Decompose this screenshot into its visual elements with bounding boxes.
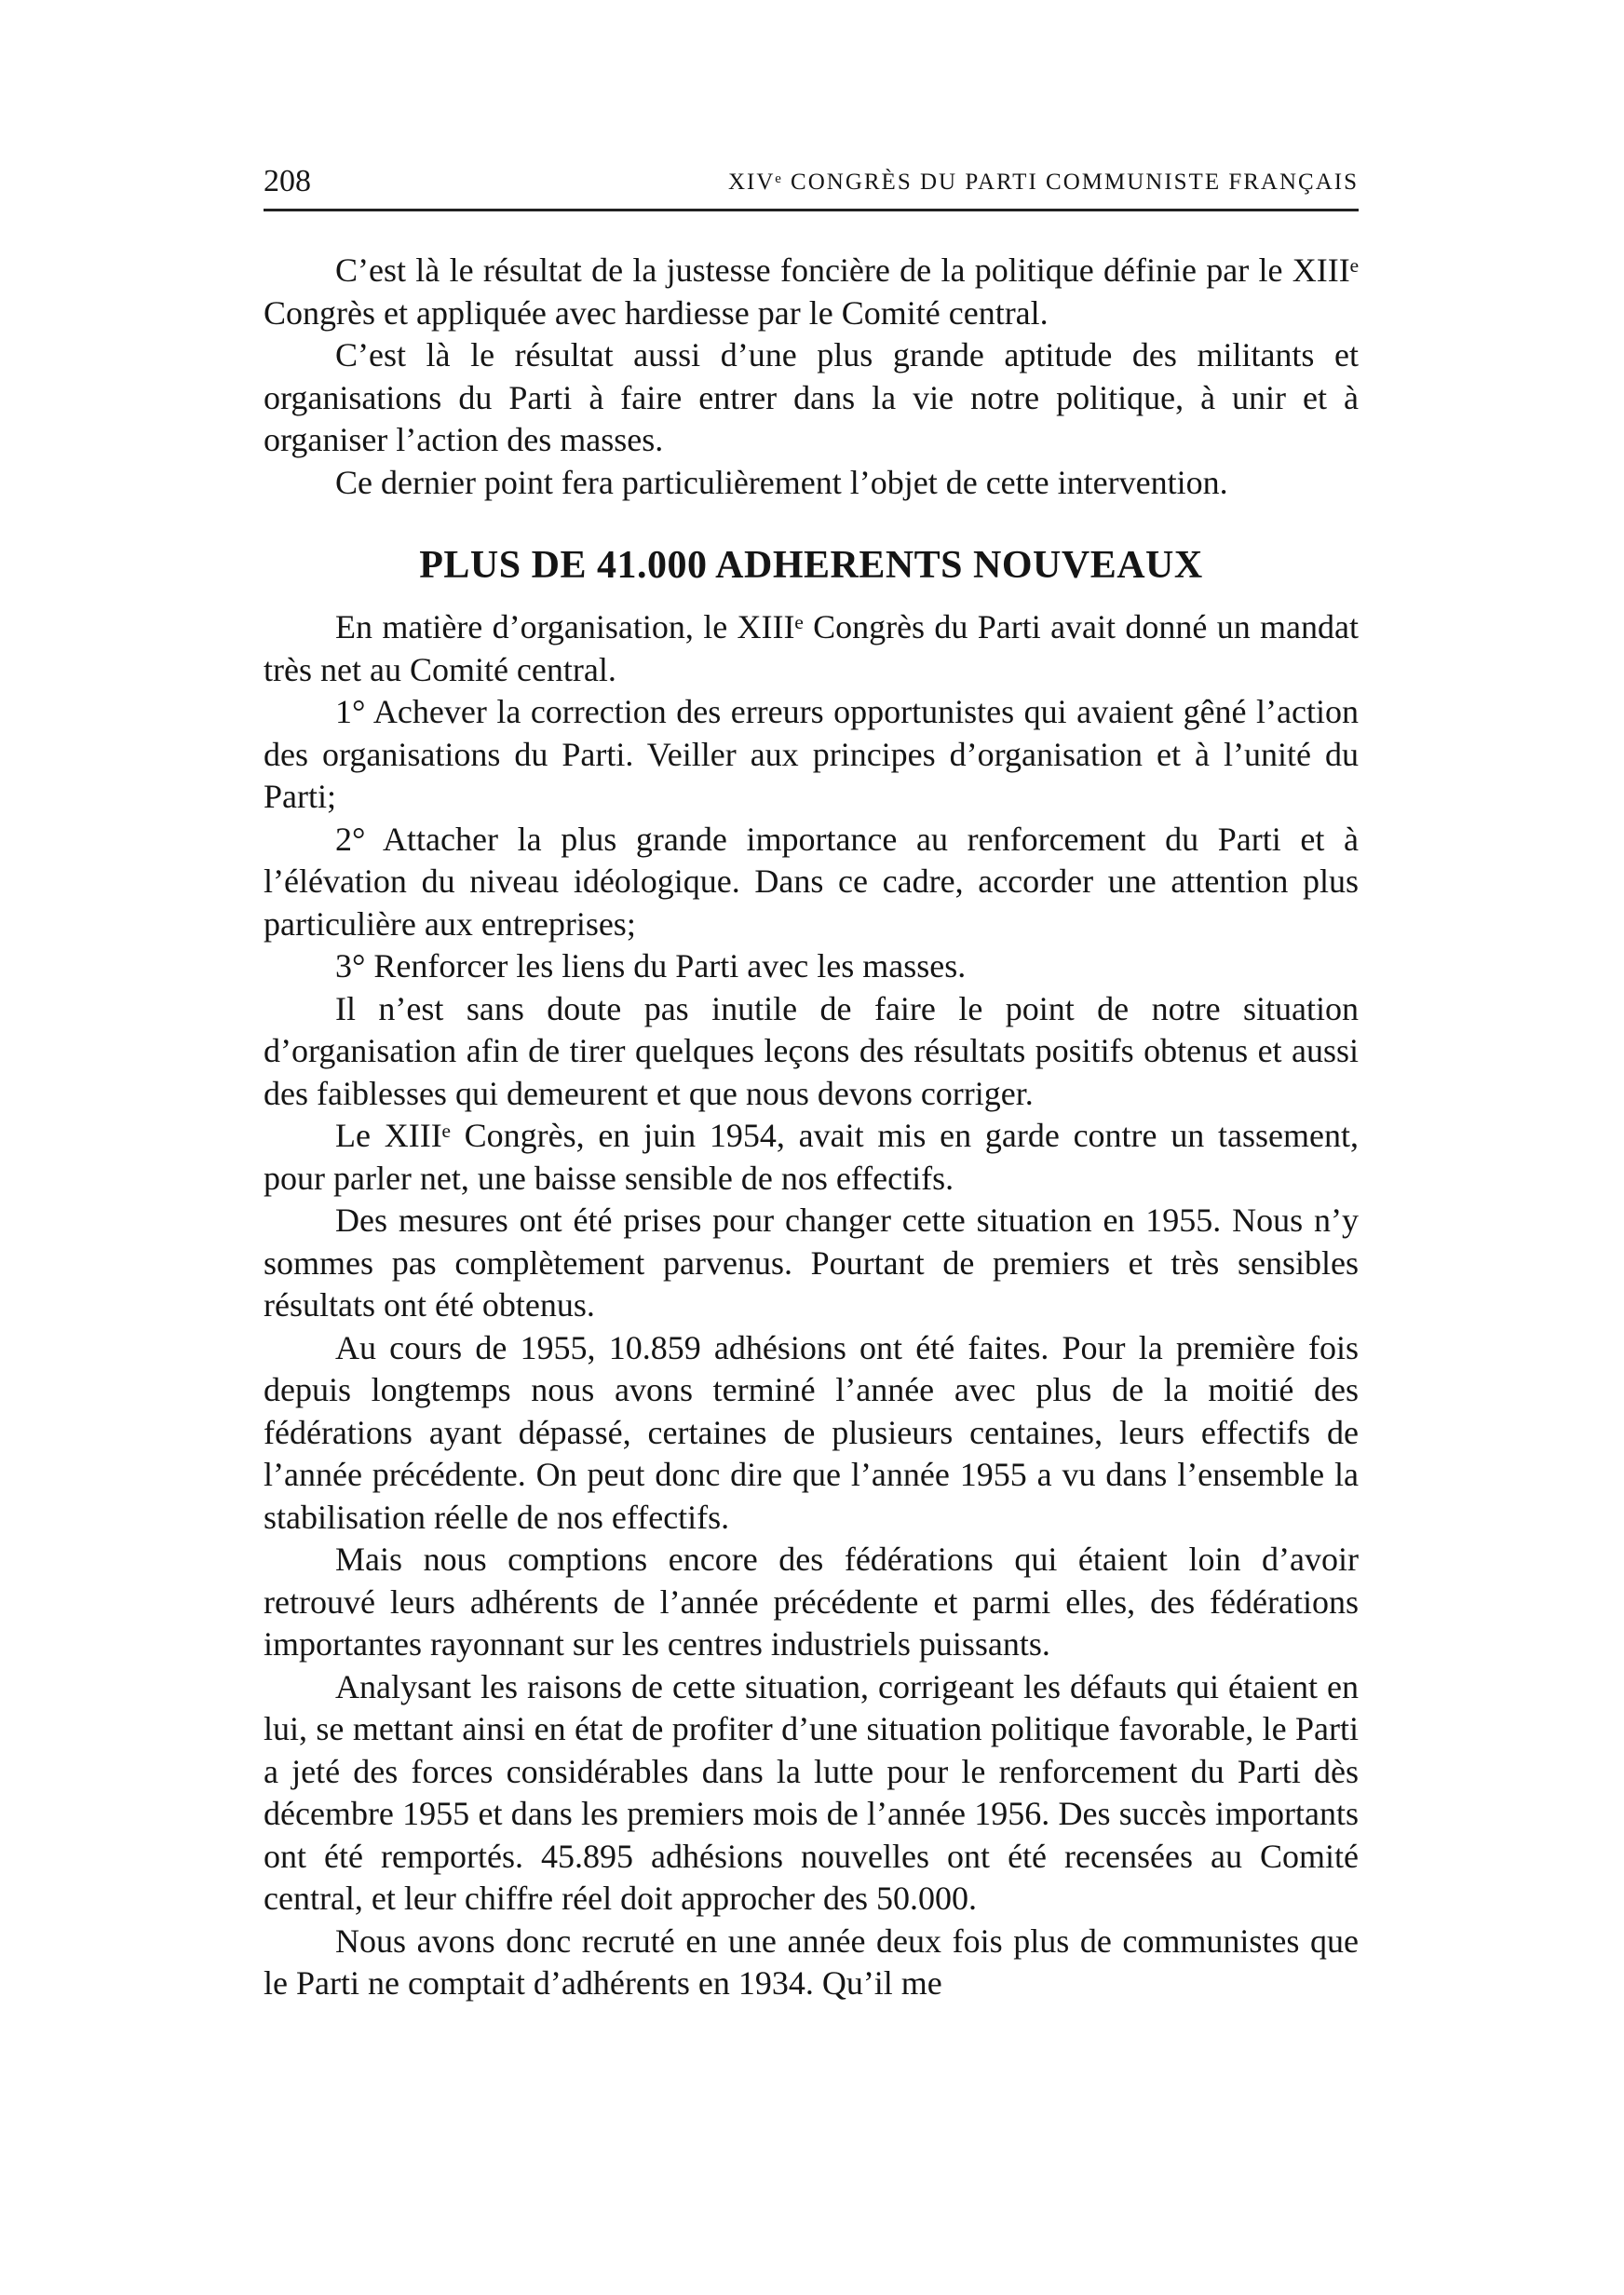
paragraph: Au cours de 1955, 10.859 adhésions ont été faites. Pour la première fois depuis longtemps nous avons terminé l’année avec plus de la moitié des fédérations ayant dépassé, certaines de plusieurs centaines, leurs effectifs de l’année précédente. On peut donc dire que l’année 1955 a vu dans l’ensemble la stabilisation réelle de nos effectifs. — [264, 1328, 1359, 1536]
paragraph: Des mesures ont été prises pour changer cette situation en 1955. Nous n’y sommes pas complètement parvenus. Pourtant de premiers et très sensibles résultats ont été obtenus. — [264, 1202, 1359, 1324]
running-head: XIVᵉ CONGRÈS DU PARTI COMMUNISTE FRANÇAIS — [727, 170, 1359, 195]
paragraph: Analysant les raisons de cette situation, corrigeant les défauts qui étaient en lui, se mettant ainsi en état de profiter d’une situation politique favorable, le Parti a jeté des forces considérables dans la lutte pour le renforcement du Parti dès décembre 1955 et dans les premiers mois de l’année 1956. Des succès importants ont été remportés. 45.895 adhésions nouvelles ont été recensées au Comité central, et leur chiffre réel doit approcher des 50.000. — [264, 1667, 1359, 1917]
list-item: 2° Attacher la plus grande importance au renforcement du Parti et à l’élévation du niveau idéologique. Dans ce cadre, accorder une attention plus particulière aux entreprises; — [264, 820, 1359, 943]
page-number: 208 — [264, 164, 311, 198]
paragraph: C’est là le résultat de la justesse foncière de la politique définie par le XIIIᵉ Congrès et appliquée avec hardiesse par le Comité central. — [264, 251, 1359, 332]
list-item: 3° Renforcer les liens du Parti avec les masses. — [335, 947, 967, 985]
paragraph: Mais nous comptions encore des fédérations qui étaient loin d’avoir retrouvé leurs adhérents de l’année précédente et parmi elles, des fédérations importantes rayonnant sur les centres industriels puissants. — [264, 1541, 1359, 1663]
section-heading: PLUS DE 41.000 ADHERENTS NOUVEAUX — [419, 544, 1203, 587]
paragraph: En matière d’organisation, le XIIIᵉ Congrès du Parti avait donné un mandat très net au Comité central. — [264, 608, 1359, 688]
paragraph: Il n’est sans doute pas inutile de faire le point de notre situation d’organisation afin de tirer quelques leçons des résultats positifs obtenus et aussi des faiblesses qui demeurent et que nous devons corriger. — [264, 989, 1359, 1112]
body-text — [264, 250, 1359, 2005]
paragraph: Nous avons donc recruté en une année deux fois plus de communistes que le Parti ne comptait d’adhérents en 1934. Qu’il me — [264, 1922, 1359, 2002]
paragraph: C’est là le résultat aussi d’une plus grande aptitude des militants et organisations du Parti à faire entrer dans la vie notre politique, à unir et à organiser l’action des masses. — [264, 336, 1359, 458]
list-item: 1° Achever la correction des erreurs opportunistes qui avaient gêné l’action des organisations du Parti. Veiller aux principes d’organisation et à l’unité du Parti; — [264, 693, 1359, 815]
paragraph: Ce dernier point fera particulièrement l’objet de cette intervention. — [335, 463, 1228, 501]
page-header — [264, 156, 1359, 211]
paragraph: Le XIIIᵉ Congrès, en juin 1954, avait mis en garde contre un tassement, pour parler net, une baisse sensible de nos effectifs. — [264, 1117, 1359, 1197]
